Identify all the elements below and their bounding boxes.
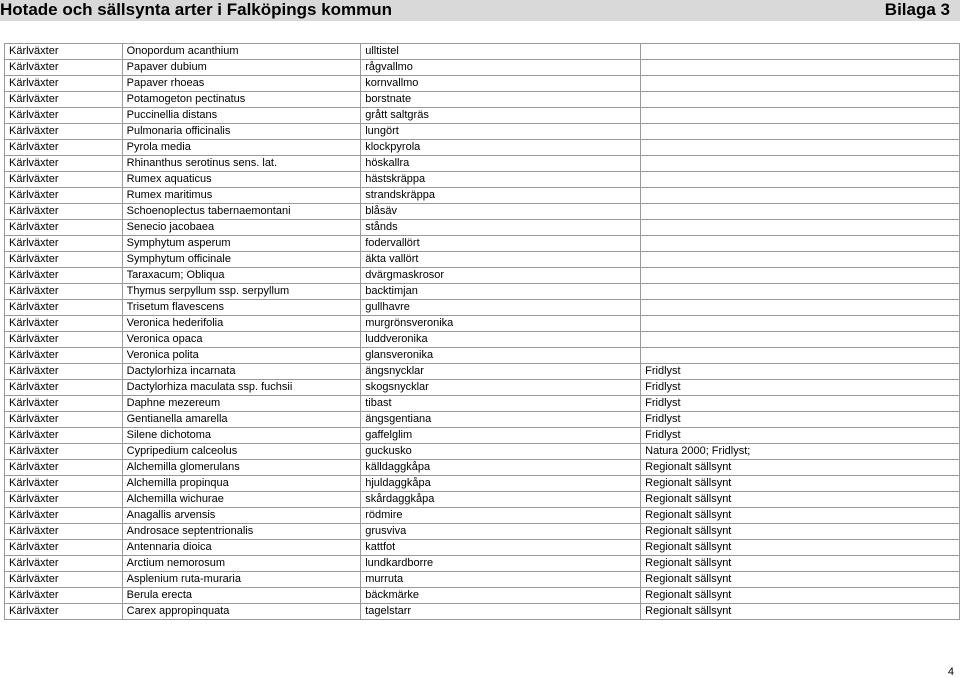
- status-cell: Regionalt sällsynt: [641, 476, 960, 492]
- swedish-name-cell: gullhavre: [361, 300, 641, 316]
- status-cell: Regionalt sällsynt: [641, 540, 960, 556]
- status-cell: [641, 316, 960, 332]
- swedish-name-cell: skårdaggkåpa: [361, 492, 641, 508]
- table-row: [5, 188, 960, 204]
- table-row: [5, 428, 960, 444]
- status-cell: Regionalt sällsynt: [641, 556, 960, 572]
- table-row: [5, 380, 960, 396]
- swedish-name-cell: glansveronika: [361, 348, 641, 364]
- table-row: [5, 588, 960, 604]
- group-cell: Kärlväxter: [5, 524, 123, 540]
- table-row: [5, 556, 960, 572]
- scientific-name-cell: Gentianella amarella: [122, 412, 361, 428]
- table-row: [5, 460, 960, 476]
- scientific-name-cell: Pyrola media: [122, 140, 361, 156]
- scientific-name-cell: Arctium nemorosum: [122, 556, 361, 572]
- group-cell: Kärlväxter: [5, 92, 123, 108]
- appendix-label: Bilaga 3: [884, 0, 950, 19]
- group-cell: Kärlväxter: [5, 460, 123, 476]
- table-row: [5, 572, 960, 588]
- status-cell: Regionalt sällsynt: [641, 524, 960, 540]
- page-header: [0, 0, 960, 21]
- scientific-name-cell: Symphytum officinale: [122, 252, 361, 268]
- status-cell: [641, 300, 960, 316]
- swedish-name-cell: kornvallmo: [361, 76, 641, 92]
- scientific-name-cell: Asplenium ruta-muraria: [122, 572, 361, 588]
- swedish-name-cell: äkta vallört: [361, 252, 641, 268]
- status-cell: Fridlyst: [641, 380, 960, 396]
- status-cell: [641, 236, 960, 252]
- group-cell: Kärlväxter: [5, 60, 123, 76]
- scientific-name-cell: Papaver rhoeas: [122, 76, 361, 92]
- scientific-name-cell: Thymus serpyllum ssp. serpyllum: [122, 284, 361, 300]
- swedish-name-cell: kattfot: [361, 540, 641, 556]
- status-cell: [641, 76, 960, 92]
- page-number: 4: [947, 666, 954, 678]
- table-row: [5, 300, 960, 316]
- scientific-name-cell: Puccinellia distans: [122, 108, 361, 124]
- swedish-name-cell: fodervallört: [361, 236, 641, 252]
- swedish-name-cell: hjuldaggkåpa: [361, 476, 641, 492]
- swedish-name-cell: grusviva: [361, 524, 641, 540]
- swedish-name-cell: skogsnycklar: [361, 380, 641, 396]
- group-cell: Kärlväxter: [5, 284, 123, 300]
- status-cell: [641, 220, 960, 236]
- group-cell: Kärlväxter: [5, 236, 123, 252]
- table-row: [5, 444, 960, 460]
- table-row: [5, 156, 960, 172]
- table-row: [5, 60, 960, 76]
- swedish-name-cell: klockpyrola: [361, 140, 641, 156]
- table-row: [5, 76, 960, 92]
- scientific-name-cell: Senecio jacobaea: [122, 220, 361, 236]
- scientific-name-cell: Silene dichotoma: [122, 428, 361, 444]
- table-row: [5, 364, 960, 380]
- scientific-name-cell: Carex appropinquata: [122, 604, 361, 620]
- scientific-name-cell: Pulmonaria officinalis: [122, 124, 361, 140]
- scientific-name-cell: Trisetum flavescens: [122, 300, 361, 316]
- swedish-name-cell: hästskräppa: [361, 172, 641, 188]
- scientific-name-cell: Schoenoplectus tabernaemontani: [122, 204, 361, 220]
- group-cell: Kärlväxter: [5, 556, 123, 572]
- table-row: [5, 236, 960, 252]
- table-row: [5, 108, 960, 124]
- status-cell: Regionalt sällsynt: [641, 492, 960, 508]
- status-cell: [641, 252, 960, 268]
- table-row: [5, 44, 960, 60]
- group-cell: Kärlväxter: [5, 412, 123, 428]
- group-cell: Kärlväxter: [5, 300, 123, 316]
- swedish-name-cell: luddveronika: [361, 332, 641, 348]
- table-row: [5, 268, 960, 284]
- swedish-name-cell: tagelstarr: [361, 604, 641, 620]
- group-cell: Kärlväxter: [5, 604, 123, 620]
- status-cell: [641, 332, 960, 348]
- species-table: [4, 43, 960, 620]
- status-cell: [641, 172, 960, 188]
- status-cell: [641, 204, 960, 220]
- table-row: [5, 604, 960, 620]
- group-cell: Kärlväxter: [5, 44, 123, 60]
- group-cell: Kärlväxter: [5, 380, 123, 396]
- scientific-name-cell: Androsace septentrionalis: [122, 524, 361, 540]
- swedish-name-cell: gaffelglim: [361, 428, 641, 444]
- group-cell: Kärlväxter: [5, 220, 123, 236]
- scientific-name-cell: Berula erecta: [122, 588, 361, 604]
- group-cell: Kärlväxter: [5, 332, 123, 348]
- swedish-name-cell: stånds: [361, 220, 641, 236]
- swedish-name-cell: strandskräppa: [361, 188, 641, 204]
- swedish-name-cell: tibast: [361, 396, 641, 412]
- table-row: [5, 540, 960, 556]
- status-cell: Regionalt sällsynt: [641, 460, 960, 476]
- table-row: [5, 220, 960, 236]
- table-row: [5, 492, 960, 508]
- group-cell: Kärlväxter: [5, 348, 123, 364]
- scientific-name-cell: Rhinanthus serotinus sens. lat.: [122, 156, 361, 172]
- table-row: [5, 476, 960, 492]
- swedish-name-cell: backtimjan: [361, 284, 641, 300]
- table-row: [5, 284, 960, 300]
- species-table-body: [5, 44, 960, 620]
- swedish-name-cell: dvärgmaskrosor: [361, 268, 641, 284]
- table-row: [5, 140, 960, 156]
- group-cell: Kärlväxter: [5, 140, 123, 156]
- scientific-name-cell: Veronica hederifolia: [122, 316, 361, 332]
- swedish-name-cell: rågvallmo: [361, 60, 641, 76]
- table-row: [5, 172, 960, 188]
- scientific-name-cell: Alchemilla glomerulans: [122, 460, 361, 476]
- status-cell: [641, 44, 960, 60]
- table-row: [5, 524, 960, 540]
- table-row: [5, 396, 960, 412]
- status-cell: Regionalt sällsynt: [641, 604, 960, 620]
- status-cell: Natura 2000; Fridlyst;: [641, 444, 960, 460]
- group-cell: Kärlväxter: [5, 476, 123, 492]
- scientific-name-cell: Veronica polita: [122, 348, 361, 364]
- scientific-name-cell: Dactylorhiza maculata ssp. fuchsii: [122, 380, 361, 396]
- table-row: [5, 348, 960, 364]
- status-cell: [641, 92, 960, 108]
- status-cell: Regionalt sällsynt: [641, 588, 960, 604]
- group-cell: Kärlväxter: [5, 156, 123, 172]
- group-cell: Kärlväxter: [5, 268, 123, 284]
- group-cell: Kärlväxter: [5, 396, 123, 412]
- scientific-name-cell: Alchemilla wichurae: [122, 492, 361, 508]
- group-cell: Kärlväxter: [5, 540, 123, 556]
- table-row: [5, 332, 960, 348]
- scientific-name-cell: Alchemilla propinqua: [122, 476, 361, 492]
- group-cell: Kärlväxter: [5, 172, 123, 188]
- status-cell: Fridlyst: [641, 428, 960, 444]
- group-cell: Kärlväxter: [5, 428, 123, 444]
- group-cell: Kärlväxter: [5, 572, 123, 588]
- status-cell: Regionalt sällsynt: [641, 572, 960, 588]
- group-cell: Kärlväxter: [5, 364, 123, 380]
- status-cell: Regionalt sällsynt: [641, 508, 960, 524]
- group-cell: Kärlväxter: [5, 188, 123, 204]
- group-cell: Kärlväxter: [5, 492, 123, 508]
- group-cell: Kärlväxter: [5, 508, 123, 524]
- swedish-name-cell: guckusko: [361, 444, 641, 460]
- group-cell: Kärlväxter: [5, 588, 123, 604]
- table-row: [5, 204, 960, 220]
- group-cell: Kärlväxter: [5, 316, 123, 332]
- swedish-name-cell: murruta: [361, 572, 641, 588]
- scientific-name-cell: Daphne mezereum: [122, 396, 361, 412]
- status-cell: [641, 60, 960, 76]
- status-cell: [641, 124, 960, 140]
- scientific-name-cell: Cypripedium calceolus: [122, 444, 361, 460]
- scientific-name-cell: Rumex aquaticus: [122, 172, 361, 188]
- swedish-name-cell: lungört: [361, 124, 641, 140]
- table-row: [5, 412, 960, 428]
- status-cell: [641, 140, 960, 156]
- swedish-name-cell: blåsäv: [361, 204, 641, 220]
- swedish-name-cell: ulltistel: [361, 44, 641, 60]
- scientific-name-cell: Papaver dubium: [122, 60, 361, 76]
- status-cell: Fridlyst: [641, 396, 960, 412]
- scientific-name-cell: Veronica opaca: [122, 332, 361, 348]
- scientific-name-cell: Symphytum asperum: [122, 236, 361, 252]
- swedish-name-cell: ängsgentiana: [361, 412, 641, 428]
- table-row: [5, 508, 960, 524]
- swedish-name-cell: grått saltgräs: [361, 108, 641, 124]
- status-cell: [641, 268, 960, 284]
- swedish-name-cell: murgrönsveronika: [361, 316, 641, 332]
- group-cell: Kärlväxter: [5, 76, 123, 92]
- swedish-name-cell: ängsnycklar: [361, 364, 641, 380]
- status-cell: Fridlyst: [641, 412, 960, 428]
- group-cell: Kärlväxter: [5, 108, 123, 124]
- swedish-name-cell: bäckmärke: [361, 588, 641, 604]
- group-cell: Kärlväxter: [5, 124, 123, 140]
- swedish-name-cell: rödmire: [361, 508, 641, 524]
- table-row: [5, 316, 960, 332]
- table-row: [5, 252, 960, 268]
- status-cell: [641, 348, 960, 364]
- table-row: [5, 124, 960, 140]
- swedish-name-cell: höskallra: [361, 156, 641, 172]
- status-cell: [641, 156, 960, 172]
- scientific-name-cell: Potamogeton pectinatus: [122, 92, 361, 108]
- group-cell: Kärlväxter: [5, 252, 123, 268]
- status-cell: [641, 284, 960, 300]
- scientific-name-cell: Anagallis arvensis: [122, 508, 361, 524]
- swedish-name-cell: lundkardborre: [361, 556, 641, 572]
- status-cell: Fridlyst: [641, 364, 960, 380]
- group-cell: Kärlväxter: [5, 204, 123, 220]
- scientific-name-cell: Onopordum acanthium: [122, 44, 361, 60]
- scientific-name-cell: Rumex maritimus: [122, 188, 361, 204]
- scientific-name-cell: Antennaria dioica: [122, 540, 361, 556]
- document-title: Hotade och sällsynta arter i Falköpings kommun: [0, 0, 393, 19]
- table-row: [5, 92, 960, 108]
- swedish-name-cell: källdaggkåpa: [361, 460, 641, 476]
- group-cell: Kärlväxter: [5, 444, 123, 460]
- scientific-name-cell: Taraxacum; Obliqua: [122, 268, 361, 284]
- scientific-name-cell: Dactylorhiza incarnata: [122, 364, 361, 380]
- swedish-name-cell: borstnate: [361, 92, 641, 108]
- status-cell: [641, 188, 960, 204]
- status-cell: [641, 108, 960, 124]
